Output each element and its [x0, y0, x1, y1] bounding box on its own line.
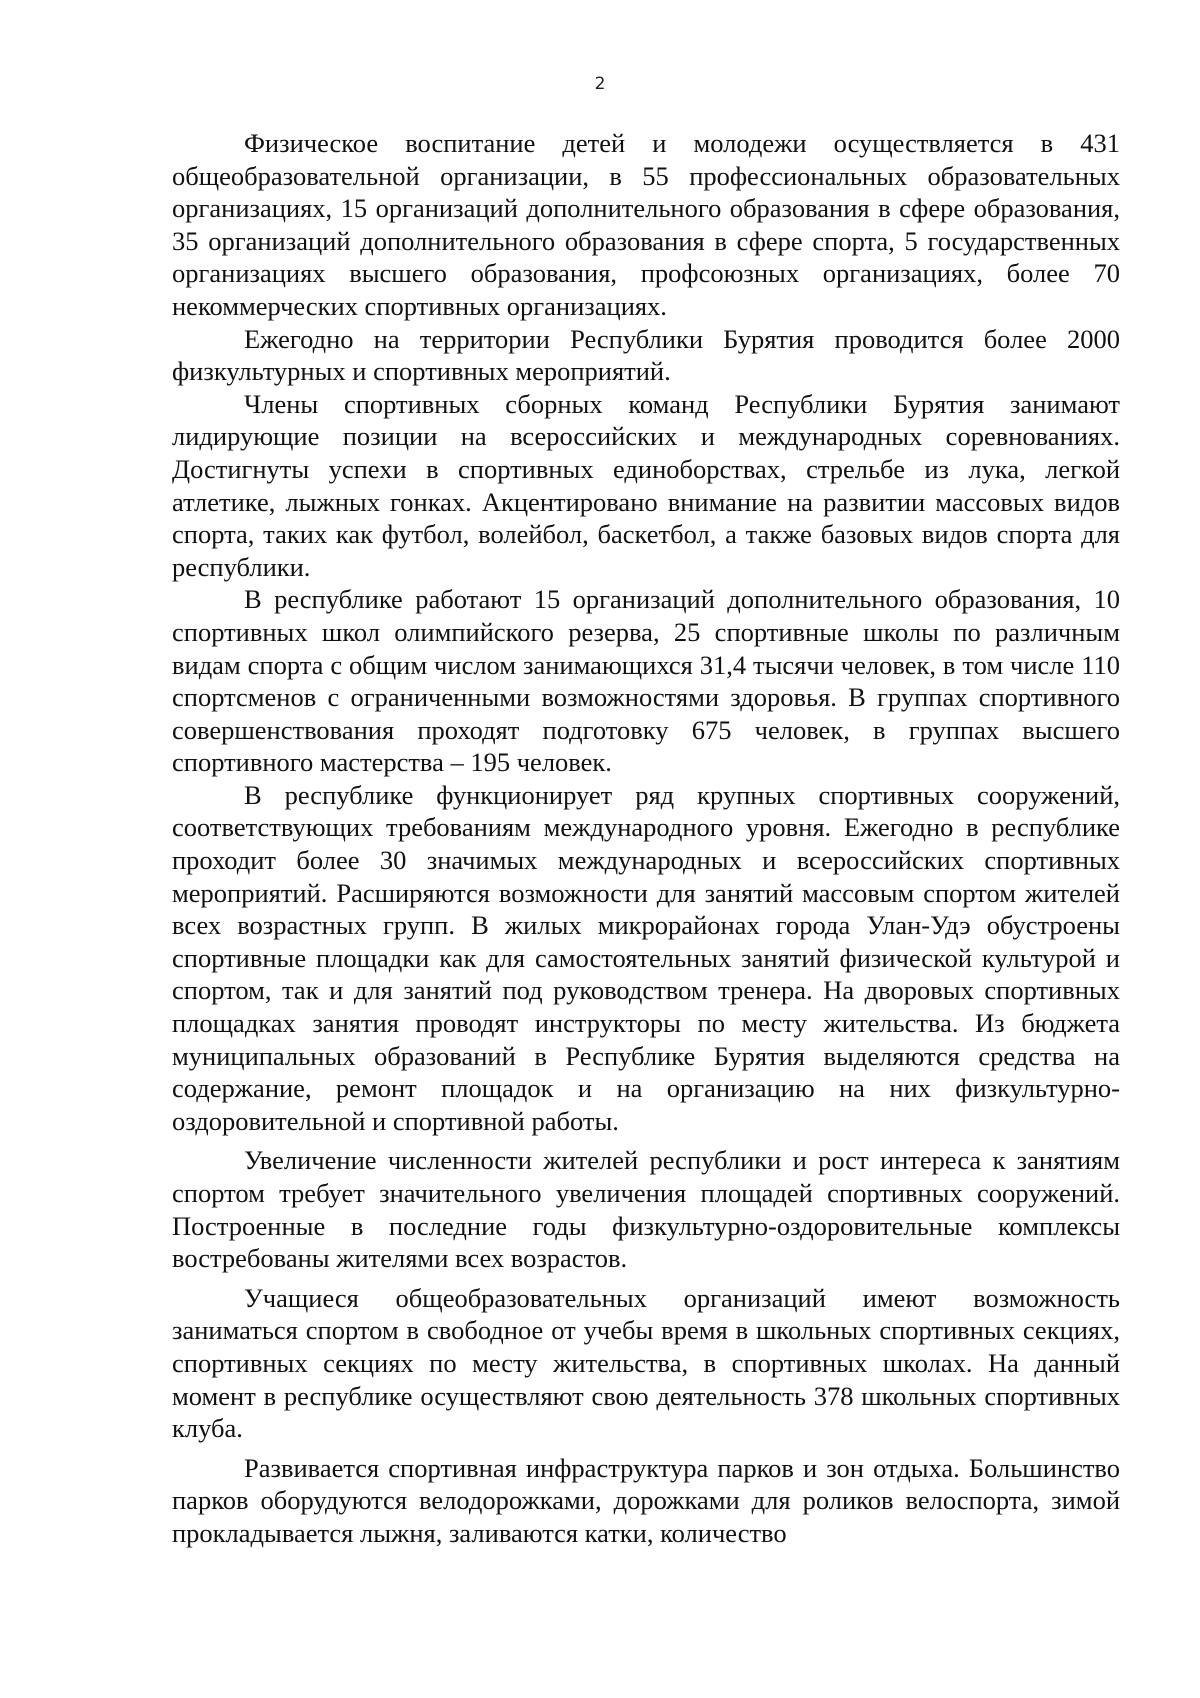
page-number: 2: [594, 74, 606, 94]
paragraph-sports-facilities: В республике функционирует ряд крупных спортивных сооружений, соответствующих требованиям международного уровня. Ежегодно в республике проходит более 30 значимых международных и всероссийских спортивных мероприятий. Расширяются возможности для занятий массовым спортом жителей всех возрастных групп. В жилых микрорайонах города Улан-Удэ обустроены спортивные площадки как для самостоятельных занятий физической культурой и спортом, так и для занятий под руководством тренера. На дворовых спортивных площадках занятия проводят инструкторы по месту жительства. Из бюджета муниципальных образований в Республике Бурятия выделяются средства на содержание, ремонт площадок и на организацию на них физкультурно-оздоровительной и спортивной работы.: [172, 779, 1120, 1136]
paragraph-physical-education: Физическое воспитание детей и молодежи осуществляется в 431 общеобразовательной организации, в 55 профессиональных образовательных организациях, 15 организаций дополнительного образования в сфере образования, 35 организаций дополнительного образования в сфере спорта, 5 государственных организациях высшего образования, профсоюзных организациях, более 70 некоммерческих спортивных организациях.: [172, 128, 1120, 321]
paragraph-annual-events: Ежегодно на территории Республики Бурятия проводится более 2000 физкультурных и спортивных мероприятий.: [172, 323, 1120, 387]
document-body: [172, 127, 1120, 1550]
paragraph-sports-schools: В республике работают 15 организаций дополнительного образования, 10 спортивных школ олимпийского резерва, 25 спортивные школы по различным видам спорта с общим числом занимающихся 31,4 тысячи человек, в том числе 110 спортсменов с ограниченными возможностями здоровья. В группах спортивного совершенствования проходят подготовку 675 человек, в группах высшего спортивного мастерства – 195 человек.: [172, 584, 1120, 778]
paragraph-national-teams: Члены спортивных сборных команд Республики Бурятия занимают лидирующие позиции на всероссийских и международных соревнованиях. Достигнуты успехи в спортивных единоборствах, стрельбе из лука, легкой атлетике, лыжных гонках. Акцентировано внимание на развитии массовых видов спорта, таких как футбол, волейбол, баскетбол, а также базовых видов спорта для республики.: [172, 388, 1120, 582]
paragraph-population-growth: Увеличение численности жителей республики и рост интереса к занятиям спортом требует значительного увеличения площадей спортивных сооружений. Построенные в последние годы физкультурно-оздоровительные комплексы востребованы жителями всех возрастов.: [172, 1145, 1120, 1274]
paragraph-school-clubs: Учащиеся общеобразовательных организаций имеют возможность заниматься спортом в свободное от учебы время в школьных спортивных секциях, спортивных секциях по месту жительства, в спортивных школах. На данный момент в республике осуществляют свою деятельность 378 школьных спортивных клуба.: [172, 1282, 1120, 1444]
paragraph-parks-infrastructure: Развивается спортивная инфраструктура парков и зон отдыха. Большинство парков оборудуются велодорожками, дорожками для роликов велоспорта, зимой прокладывается лыжня, заливаются катки, количество: [172, 1452, 1120, 1548]
